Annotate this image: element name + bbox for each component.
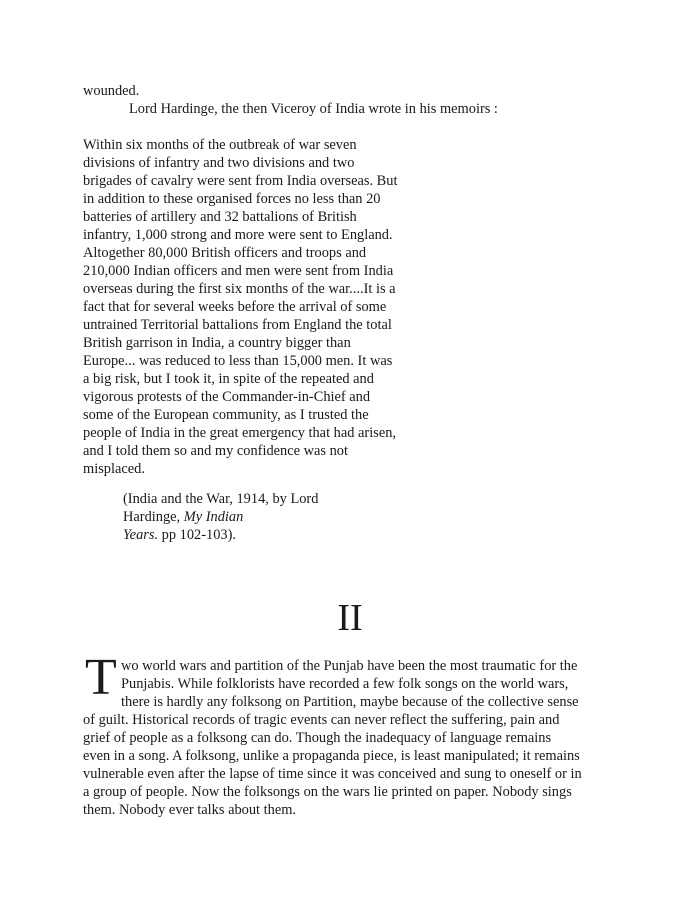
quote-line: brigades of cavalry were sent from India overseas. But [83,173,398,189]
citation-line [123,508,243,526]
quote-line: overseas during the first six months of the war....It is a [83,281,396,297]
paragraph-line: wo world wars and partition of the Punjab have been the most traumatic for the [121,658,578,674]
section-heading: II [337,597,363,639]
quote-line: in addition to these organised forces no less than 20 [83,191,381,207]
quote-line: untrained Territorial battalions from England the total [83,317,392,333]
quote-line: Altogether 80,000 British officers and troops and [83,245,367,261]
paragraph-line: a group of people. Now the folksongs on the wars lie printed on paper. Nobody sings [83,784,572,800]
citation-book-title: My Indian [183,509,244,525]
paragraph-line: grief of people as a folksong can do. Though the inadequacy of language remains [83,730,552,746]
citation-text: Hardinge, [123,509,184,525]
citation-text: pp 102-103). [158,527,237,543]
quote-line: batteries of artillery and 32 battalions of British [83,209,357,225]
citation-line: (India and the War, 1914, by Lord [123,491,319,507]
quote-line: British garrison in India, a country bigger than [83,335,351,351]
quote-line: fact that for several weeks before the arrival of some [83,299,387,315]
quote-line: vigorous protests of the Commander-in-Chief and [83,389,371,405]
quote-line: Within six months of the outbreak of war seven [83,137,357,153]
quote-line: and I told them so and my confidence was not [83,443,348,459]
quote-line: a big risk, but I took it, in spite of the repeated and [83,371,374,387]
paragraph-line: them. Nobody ever talks about them. [83,802,297,818]
paragraph-line: vulnerable even after the lapse of time since it was conceived and sung to oneself or in [83,766,582,782]
paragraph-line: even in a song. A folksong, unlike a propaganda piece, is least manipulated; it remains [83,748,580,764]
drop-cap: T [85,649,117,706]
citation-book-title: Years. [123,527,159,543]
paragraph-line: of guilt. Historical records of tragic events can never reflect the suffering, pain and [83,712,560,728]
intro-line: wounded. [83,83,140,99]
quote-line: misplaced. [83,461,145,477]
citation-line [123,526,236,544]
quote-line: people of India in the great emergency that had arisen, [83,425,397,441]
quote-line: Europe... was reduced to less than 15,000 men. It was [83,353,393,369]
quote-line: 210,000 Indian officers and men were sent from India [83,263,394,279]
quote-line: some of the European community, as I trusted the [83,407,369,423]
paragraph-line: there is hardly any folksong on Partition, maybe because of the collective sense [121,694,579,710]
quote-line: divisions of infantry and two divisions and two [83,155,355,171]
intro-line: Lord Hardinge, the then Viceroy of India wrote in his memoirs : [129,101,498,117]
paragraph-line: Punjabis. While folklorists have recorded a few folk songs on the world wars, [121,676,569,692]
quote-line: infantry, 1,000 strong and more were sent to England. [83,227,393,243]
